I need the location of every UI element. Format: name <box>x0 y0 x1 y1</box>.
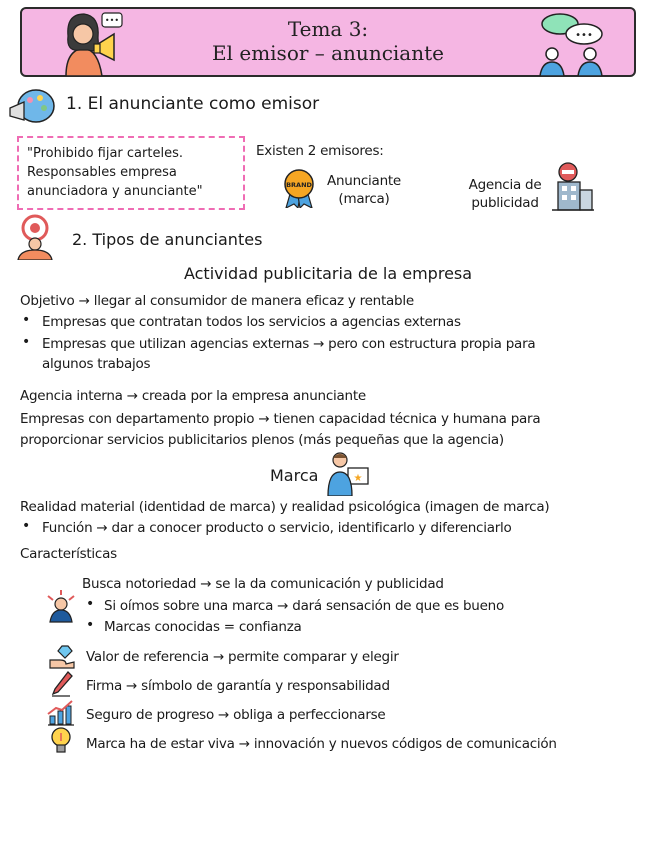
funcion-text: Función → dar a conocer producto o servicio, identificarlo y diferenciarlo <box>42 520 512 536</box>
notoriedad-text: Busca notoriedad → se la da comunicación y publicidad <box>82 576 444 592</box>
notoriety-person-icon <box>44 590 78 624</box>
chat-people-icon <box>538 12 604 76</box>
seguro-text: Seguro de progreso → obliga a perfeccionarse <box>86 707 386 723</box>
emisor-anunciante-line-1: Anunciante <box>326 173 401 189</box>
svg-text:BRAND: BRAND <box>286 181 312 189</box>
departamento-line-2: proporcionar servicios publicitarios plenos (más pequeñas que la agencia) <box>20 432 504 448</box>
bullet-empresas-externas: Empresas que contratan todos los servicios a agencias externas <box>42 314 461 330</box>
svg-text:•••: ••• <box>575 30 593 41</box>
emisor-anunciante-line-2: (marca) <box>338 191 390 207</box>
bullet-dot: • <box>22 312 31 328</box>
agencia-interna-text: Agencia interna → creada por la empresa anunciante <box>20 388 366 404</box>
bullet-dot: • <box>86 596 95 612</box>
bullet-empresas-propia-line-2: algunos trabajos <box>42 356 151 372</box>
emisor-agencia-line-1: Agencia de <box>468 177 542 193</box>
hand-diamond-icon <box>48 644 76 670</box>
section2-heading: 2. Tipos de anunciantes <box>72 230 263 249</box>
emisor-agencia <box>458 176 552 212</box>
notoriedad-bullet-2: Marcas conocidas = confianza <box>104 619 302 635</box>
emisor-anunciante <box>316 172 412 208</box>
lightbulb-icon <box>48 726 74 756</box>
svg-text:★: ★ <box>353 473 363 484</box>
quote-line-3: anunciadora y anunciante" <box>27 184 203 199</box>
notoriedad-bullet-1: Si oímos sobre una marca → dará sensación de que es bueno <box>104 598 504 614</box>
section1-heading: 1. El anunciante como emisor <box>66 94 320 114</box>
bullet-dot: • <box>86 617 95 633</box>
presenter-star-icon <box>326 450 372 496</box>
quote-line-1: "Prohibido fijar carteles. <box>27 146 183 161</box>
realidad-text: Realidad material (identidad de marca) y realidad psicológica (imagen de marca) <box>20 499 550 515</box>
departamento-line-1: Empresas con departamento propio → tienen capacidad técnica y humana para <box>20 411 541 427</box>
office-building-icon <box>550 162 596 212</box>
growth-chart-icon <box>46 698 76 726</box>
firma-text: Firma → símbolo de garantía y responsabilidad <box>86 678 390 694</box>
header-banner <box>20 7 636 77</box>
caracteristicas-label: Características <box>20 546 117 562</box>
bullet-dot: • <box>22 518 31 534</box>
emisores-title: Existen 2 emisores: <box>256 143 384 159</box>
marca-title: Marca <box>270 466 319 485</box>
palette-megaphone-icon <box>6 86 56 130</box>
title-line-2: El emisor – anunciante <box>212 41 444 65</box>
quote-box <box>17 136 245 210</box>
bullet-dot: • <box>22 334 31 350</box>
title-line-1: Tema 3: <box>287 17 369 41</box>
bullet-empresas-propia-line-1: Empresas que utilizan agencias externas → pero con estructura propia para <box>42 336 536 352</box>
target-person-icon <box>10 214 60 260</box>
viva-text: Marca ha de estar viva → innovación y nuevos códigos de comunicación <box>86 736 557 752</box>
brand-badge-icon <box>282 168 316 208</box>
svg-text:•••: ••• <box>104 16 120 25</box>
activity-title: Actividad publicitaria de la empresa <box>183 264 473 283</box>
objetivo-text: Objetivo → llegar al consumidor de manera eficaz y rentable <box>20 293 414 309</box>
quote-line-2: Responsables empresa <box>27 165 177 180</box>
valor-text: Valor de referencia → permite comparar y elegir <box>86 649 399 665</box>
emisor-agencia-line-2: publicidad <box>471 195 539 211</box>
pen-icon <box>50 670 74 698</box>
